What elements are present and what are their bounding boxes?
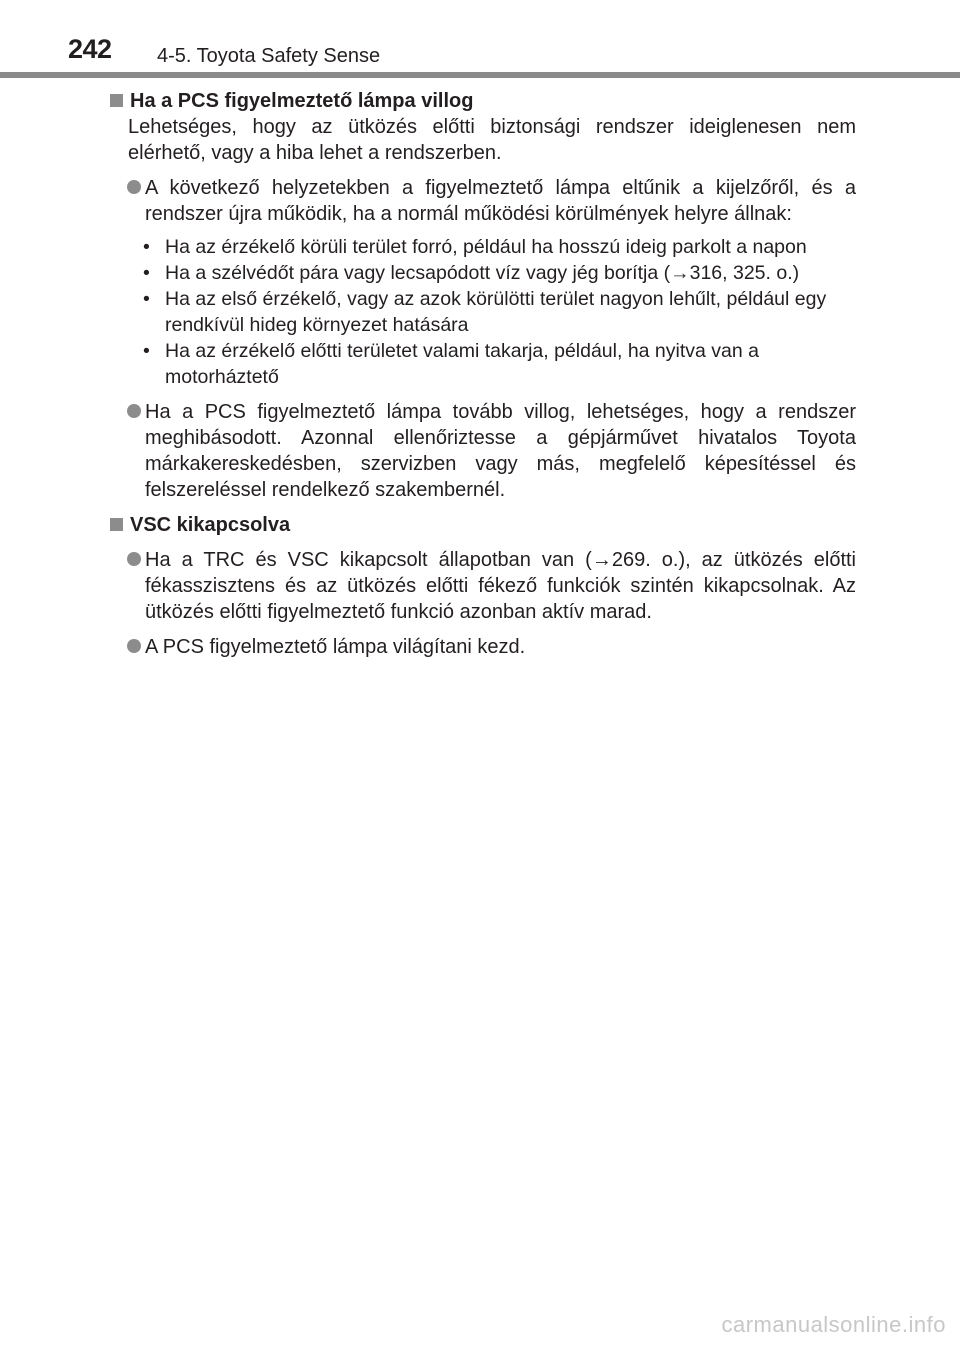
dot-bullet-icon: • bbox=[143, 262, 150, 284]
circle-bullet-icon bbox=[127, 639, 141, 653]
dot-bullet-icon: • bbox=[143, 340, 150, 362]
sub-list bbox=[110, 234, 856, 390]
header-rule bbox=[0, 72, 960, 78]
sub-item-text: Ha az első érzékelő, vagy az azok körülötti terület nagyon lehűlt, például egy rendkívül hideg környezet hatására bbox=[165, 288, 827, 336]
section-heading bbox=[110, 88, 856, 114]
circle-bullet-icon bbox=[127, 552, 141, 566]
section-pcs-warning bbox=[110, 88, 856, 503]
sub-list-item bbox=[110, 338, 856, 390]
page-content bbox=[110, 88, 856, 660]
bullet-text: Ha a TRC és VSC kikapcsolt állapotban van (→269. o.), az ütközés előtti fékasszisztens és az ütközés előtti fékező funkciók szintén kikapcsolnak. Az ütközés előtti figyelmeztető funkció azonban aktív marad. bbox=[145, 549, 856, 623]
bullet-item bbox=[110, 399, 856, 503]
sub-item-text: Ha az érzékelő előtti területet valami takarja, például, ha nyitva van a motorháztető bbox=[165, 340, 759, 388]
dot-bullet-icon: • bbox=[143, 288, 150, 310]
square-bullet-icon bbox=[110, 518, 123, 531]
circle-bullet-icon bbox=[127, 404, 141, 418]
section-heading-text: VSC kikapcsolva bbox=[130, 514, 291, 536]
sub-list-item bbox=[110, 234, 856, 260]
square-bullet-icon bbox=[110, 94, 123, 107]
sub-list-item bbox=[110, 286, 856, 338]
watermark: carmanualsonline.info bbox=[721, 1312, 946, 1337]
dot-bullet-icon: • bbox=[143, 236, 150, 258]
bullet-item bbox=[110, 547, 856, 625]
section-heading-text: Ha a PCS figyelmeztető lámpa villog bbox=[130, 90, 474, 112]
page-header bbox=[0, 0, 960, 80]
chapter-title: 4-5. Toyota Safety Sense bbox=[157, 45, 381, 67]
circle-bullet-icon bbox=[127, 180, 141, 194]
section-intro: Lehetséges, hogy az ütközés előtti biztonsági rendszer ideiglenesen nem elérhető, vagy a hiba lehet a rendszerben. bbox=[128, 116, 856, 164]
bullet-item bbox=[110, 634, 856, 660]
section-vsc-off bbox=[110, 512, 856, 660]
bullet-text: A PCS figyelmeztető lámpa világítani kezd. bbox=[145, 636, 526, 658]
page-number: 242 bbox=[68, 34, 112, 64]
sub-item-text: Ha a szélvédőt pára vagy lecsapódott víz vagy jég borítja (→316, 325. o.) bbox=[165, 262, 800, 284]
bullet-text: A következő helyzetekben a figyelmeztető lámpa eltűnik a kijelzőről, és a rendszer újra működik, ha a normál működési körülmények helyre állnak: bbox=[145, 177, 856, 225]
bullet-item bbox=[110, 175, 856, 227]
bullet-text: Ha a PCS figyelmeztető lámpa tovább villog, lehetséges, hogy a rendszer meghibásodott. Azonnal ellenőriztesse a gépjárművet hivatalos Toyota márkakereskedésben, szervizben vagy más, megfelelő képesítéssel és felszereléssel rendelkező szakembernél. bbox=[145, 401, 856, 501]
sub-item-text: Ha az érzékelő körüli terület forró, például ha hosszú ideig parkolt a napon bbox=[165, 236, 807, 258]
sub-list-item bbox=[110, 260, 856, 286]
section-heading bbox=[110, 512, 856, 538]
